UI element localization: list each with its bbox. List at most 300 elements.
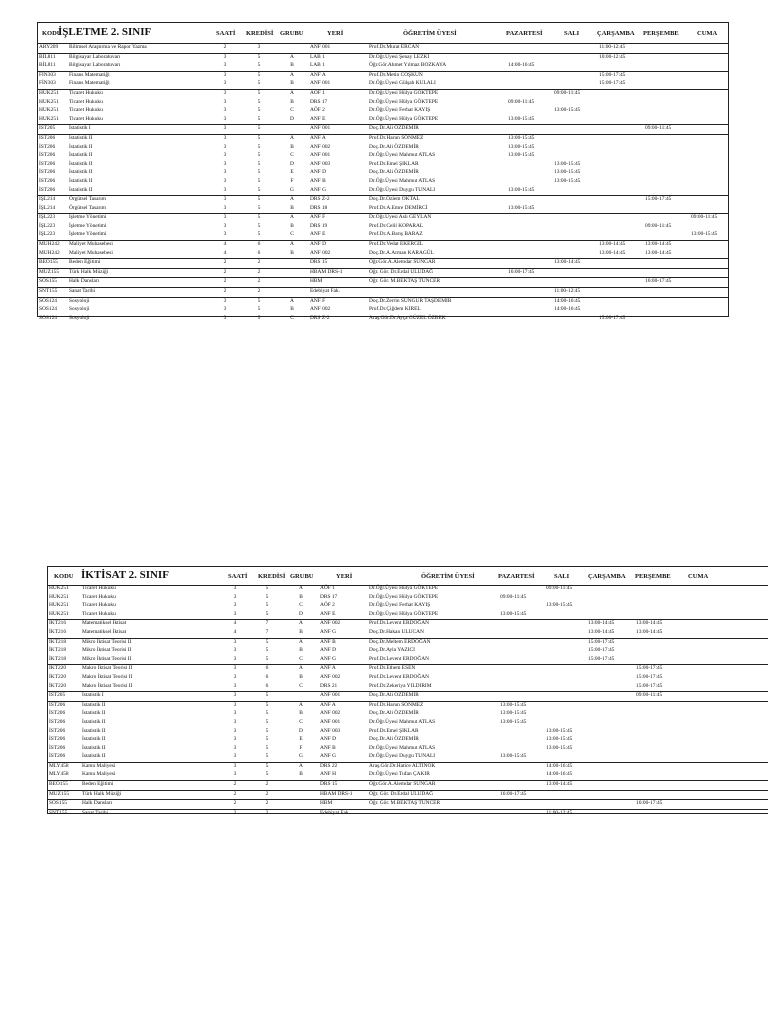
cell-ders: Matematiksel İktisat	[82, 628, 127, 635]
cell-ogretim: Dr.Öğr.Üyesi Aslı GEYLAN	[369, 214, 432, 221]
cell-yeri: HBAM DRS-1	[320, 790, 353, 797]
cell-saati: 3	[233, 701, 237, 708]
cell-ogretim: Dr.Öğr.Üyesi Hülya GÖKTEPE	[369, 610, 439, 617]
cell-kredi: 2	[265, 790, 269, 797]
cell-grup: A	[299, 585, 303, 591]
cell-kredi: 5	[257, 169, 261, 176]
cell-kredi: 5	[257, 177, 261, 184]
cell-ogretim: Öğr. Gör. Dr.Erdal ULUDAĞ	[369, 268, 434, 275]
cell-car: 13:00-14:45	[599, 241, 626, 248]
cell-kredi: 5	[257, 306, 261, 313]
cell-ders: Sanat Tarihi	[69, 288, 96, 295]
cell-kredi: 2	[265, 809, 269, 816]
cell-cum: 13:00-15:45	[691, 231, 718, 238]
cell-ders: Türk Halk Müziği	[82, 790, 122, 797]
cell-ogretim: Prof.Dr.Levent ERDOĞAN	[369, 655, 430, 662]
cell-saati: 3	[233, 585, 237, 591]
cell-kredi: 5	[265, 647, 269, 654]
cell-yeri: DRS Z-2	[310, 196, 330, 203]
cell-grup: B	[299, 710, 303, 717]
header-sali: SALI	[564, 30, 580, 37]
cell-ders: İstatistik II	[69, 177, 93, 184]
cell-ogretim: Doç.Dr.Ayla YAZICI	[369, 647, 415, 654]
table-row	[38, 187, 728, 196]
cell-grup: D	[299, 610, 303, 617]
cell-ders: İstatistik I	[69, 125, 91, 132]
cell-ders: Örgütsel Tasarım	[69, 204, 107, 211]
cell-yeri: ANF B	[320, 638, 336, 645]
table-row	[38, 62, 728, 71]
cell-ders: Kamu Maliyesi	[82, 771, 116, 778]
table-row	[38, 306, 728, 315]
table-row	[48, 710, 768, 719]
cell-ogretim: Doç.Dr.Ali ÖZDEMİR	[369, 692, 419, 699]
cell-ders: Beden Eğitimi	[82, 781, 114, 788]
cell-yeri: DRS 15	[310, 259, 328, 266]
table-row	[38, 99, 728, 108]
cell-cum: 09:00-11:45	[691, 214, 718, 221]
cell-pzt: 16:00-17:45	[500, 790, 527, 797]
cell-sal: 13:00-15:45	[546, 602, 573, 609]
cell-kodu: SOS124	[39, 314, 57, 321]
cell-sal: 13:00-15:45	[554, 107, 581, 114]
cell-yeri: ANF 002	[320, 710, 341, 717]
table-row	[48, 691, 768, 701]
cell-saati: 4	[223, 249, 227, 256]
cell-kodu: SOS124	[39, 306, 57, 313]
cell-sal: 13:00-15:45	[554, 177, 581, 184]
cell-yeri: ANF 002	[310, 249, 331, 256]
cell-ogretim: Doç.Dr.A.Arman KARAGÜL	[369, 249, 434, 256]
table-row	[38, 152, 728, 161]
table-row	[48, 594, 768, 603]
table-row	[48, 701, 768, 711]
header-sali: SALI	[554, 573, 570, 580]
cell-saati: 3	[233, 647, 237, 654]
cell-saati: 3	[233, 753, 237, 760]
table-row	[38, 231, 728, 240]
cell-pzt: 13:00-15:45	[508, 204, 535, 211]
cell-ogretim: Dr.Öğr.Üyesi Duygu TUNALI	[369, 186, 436, 193]
cell-ogretim: Prof.Dr.A.Emre DEMİRCİ	[369, 204, 428, 211]
cell-grup: D	[290, 160, 294, 167]
cell-kredi: 5	[265, 727, 269, 734]
cell-yeri: AÖF 1	[310, 89, 325, 96]
cell-ders: İşletme Yönetimi	[69, 222, 107, 229]
cell-saati: 4	[233, 628, 237, 635]
cell-saati: 3	[233, 762, 237, 769]
cell-ders: İşletme Yönetimi	[69, 214, 107, 221]
cell-ders: Halk Dansları	[82, 800, 113, 807]
cell-kodu: İST205	[39, 125, 56, 132]
cell-pzt: 13:00-15:45	[500, 710, 527, 717]
cell-grup: G	[290, 186, 294, 193]
cell-pzt: 13:00-15:45	[500, 701, 527, 708]
cell-sal: 13:00-15:45	[546, 736, 573, 743]
cell-grup: C	[290, 231, 294, 238]
cell-grup: F	[290, 177, 294, 184]
cell-ogretim: Prof.Dr.Celil KOPARAL	[369, 222, 424, 229]
cell-kodu: SOS155	[49, 800, 67, 807]
table-row	[38, 268, 728, 278]
cell-ders: Türk Halk Müziği	[69, 268, 109, 275]
cell-kodu: İŞL223	[39, 222, 56, 229]
cell-ogretim: Doç.Dr.Ali ÖZDEMİR	[369, 125, 419, 132]
cell-saati: 3	[233, 593, 237, 600]
cell-kredi: 5	[265, 610, 269, 617]
cell-sal: 13:00-15:45	[546, 744, 573, 751]
cell-kodu: İKT220	[49, 665, 67, 672]
table-row	[38, 53, 728, 63]
cell-saati: 3	[223, 89, 227, 96]
table-row	[38, 195, 728, 205]
cell-saati: 3	[233, 692, 237, 699]
cell-sal: 13:00-15:45	[554, 169, 581, 176]
cell-saati: 2	[233, 800, 237, 807]
cell-kodu: İST205	[49, 692, 66, 699]
cell-ders: İstatistik II	[69, 186, 93, 193]
cell-grup: C	[299, 602, 303, 609]
cell-yeri: AÖF 2	[310, 107, 325, 114]
table-row	[48, 629, 768, 638]
cell-saati: 2	[223, 268, 227, 275]
cell-car: 15:00-17:45	[588, 638, 615, 645]
cell-pzt: 13:00-15:45	[508, 186, 535, 193]
cell-grup: A	[299, 638, 303, 645]
cell-yeri: LAB 1	[310, 53, 325, 60]
table-row	[48, 611, 768, 620]
cell-ogretim: Prof.Dr.Ethem ESEN	[369, 665, 416, 672]
cell-saati: 3	[223, 177, 227, 184]
table-header	[38, 23, 728, 44]
cell-saati: 3	[233, 727, 237, 734]
cell-kodu: İST206	[49, 701, 66, 708]
cell-kodu: İŞL223	[39, 214, 56, 221]
cell-grup: A	[299, 701, 303, 708]
cell-saati: 2	[223, 44, 227, 50]
cell-per: 13:00-14:45	[645, 249, 672, 256]
cell-yeri: ANF 001	[310, 80, 331, 87]
cell-per: 09:00-11:45	[645, 125, 672, 132]
cell-car: 13:00-14:45	[588, 628, 615, 635]
cell-ogretim: Prof.Dr.Çiğdem KIREL	[369, 306, 421, 313]
cell-saati: 2	[233, 790, 237, 797]
cell-saati: 3	[233, 610, 237, 617]
cell-saati: 3	[233, 655, 237, 662]
cell-car: 15:00-17:45	[599, 71, 626, 78]
cell-per: 15:00-17:45	[645, 196, 672, 203]
cell-ogretim: Prof.Dr.Metin COŞKUN	[369, 71, 423, 78]
cell-ders: Ticaret Hukuku	[69, 107, 103, 114]
table-row	[38, 71, 728, 81]
cell-saati: 3	[233, 665, 237, 672]
cell-kodu: HUK251	[49, 602, 69, 609]
cell-kredi: 7	[265, 628, 269, 635]
cell-kredi: 5	[265, 701, 269, 708]
header-saati: SAATİ	[228, 573, 248, 580]
cell-yeri: ANF 002	[310, 306, 331, 313]
cell-kredi: 2	[265, 800, 269, 807]
cell-saati: 3	[223, 169, 227, 176]
cell-saati: 3	[223, 62, 227, 69]
cell-kodu: SOS155	[39, 278, 57, 285]
table-row	[48, 745, 768, 754]
cell-yeri: ANF 001	[310, 152, 331, 159]
cell-ogretim: Dr.Öğr.Üyesi Hülya GÖKTEPE	[369, 98, 439, 105]
cell-yeri: ANF 001	[320, 718, 341, 725]
cell-ders: İstatistik II	[82, 710, 106, 717]
schedule-iktisat	[47, 566, 768, 814]
cell-ders: Ticaret Hukuku	[82, 585, 116, 591]
cell-yeri: ANF G	[320, 628, 337, 635]
cell-kodu: İKT218	[49, 647, 67, 654]
cell-saati: 3	[223, 297, 227, 304]
cell-saati: 3	[233, 736, 237, 743]
cell-ders: Ticaret Hukuku	[69, 98, 103, 105]
cell-kredi: 7	[265, 620, 269, 627]
cell-car: 13:00-14:45	[588, 620, 615, 627]
cell-saati: 3	[233, 744, 237, 751]
cell-kredi: 5	[265, 602, 269, 609]
cell-yeri: ANF 002	[320, 673, 341, 680]
cell-ders: Maliyet Muhasebesi	[69, 241, 113, 248]
cell-kredi: 5	[265, 771, 269, 778]
cell-grup: G	[299, 753, 303, 760]
cell-kodu: SOS124	[39, 297, 57, 304]
cell-yeri: ANF D	[310, 169, 327, 176]
cell-kredi: 2	[257, 288, 261, 295]
cell-yeri: AÖF 1	[320, 585, 335, 591]
cell-yeri: ANF B	[310, 177, 326, 184]
cell-ders: Ticaret Hukuku	[82, 602, 116, 609]
cell-sal: 13:00-14:45	[554, 259, 581, 266]
cell-saati: 3	[223, 214, 227, 221]
cell-yeri: HBM	[320, 800, 333, 807]
cell-yeri: ANF E	[320, 610, 336, 617]
cell-grup: C	[290, 152, 294, 159]
cell-yeri: DRS 15	[320, 781, 338, 788]
cell-ders: İstatistik II	[82, 744, 106, 751]
cell-kodu: HUK251	[49, 593, 69, 600]
cell-ogretim: Prof.Dr.A.Barış BARAZ	[369, 231, 423, 238]
cell-grup: B	[290, 249, 294, 256]
cell-grup: E	[299, 736, 303, 743]
cell-kredi: 5	[257, 196, 261, 203]
table-row	[48, 656, 768, 665]
cell-saati: 4	[233, 620, 237, 627]
header-pazartesi: PAZARTESİ	[498, 573, 535, 580]
cell-grup: C	[290, 314, 294, 321]
table-row	[48, 664, 768, 674]
cell-saati: 3	[233, 771, 237, 778]
cell-saati: 3	[233, 602, 237, 609]
cell-kredi: 5	[257, 134, 261, 141]
cell-ogretim: Prof.Dr.Zekeriya YILDIRIM	[369, 682, 432, 689]
cell-kodu: İKT218	[49, 638, 67, 645]
cell-ders: Finans Matematiği	[69, 71, 110, 78]
cell-kredi: 2	[257, 278, 261, 285]
cell-grup: E	[290, 169, 294, 176]
header-grubu: GRUBU	[290, 573, 314, 580]
cell-ders: Mikro İktisat Teorisi II	[82, 655, 132, 662]
cell-saati: 3	[223, 98, 227, 105]
cell-saati: 3	[223, 125, 227, 132]
cell-yeri: ANF 001	[310, 44, 331, 50]
cell-kredi: 5	[257, 115, 261, 122]
header-saati: SAATİ	[216, 30, 236, 37]
cell-ogretim: Prof.Dr.Emel ŞIKLAR	[369, 727, 419, 734]
cell-kredi: 5	[257, 314, 261, 321]
cell-ogretim: Doç.Dr.Ali ÖZDEMİR	[369, 736, 419, 743]
table-row	[38, 213, 728, 223]
header-ogretim: ÖĞRETİM ÜYESİ	[421, 573, 475, 580]
cell-ders: Mikro İktisat Teorisi II	[82, 638, 132, 645]
cell-grup: A	[290, 134, 294, 141]
cell-kredi: 5	[265, 710, 269, 717]
cell-ders: Ticaret Hukuku	[82, 593, 116, 600]
cell-saati: 3	[223, 80, 227, 87]
cell-yeri: ANF 001	[320, 692, 341, 699]
table-row	[48, 674, 768, 683]
cell-ders: Beden Eğitimi	[69, 259, 101, 266]
cell-kodu: HUK251	[39, 89, 59, 96]
cell-pzt: 13:00-15:45	[508, 115, 535, 122]
table-row	[38, 107, 728, 116]
cell-grup: A	[299, 762, 303, 769]
cell-ogretim: Öğr.Gör.A.Alemdar SUNGAR	[369, 781, 436, 788]
table-row	[38, 80, 728, 89]
cell-ogretim: Doç.Dr.Ali ÖZDEMİR	[369, 710, 419, 717]
cell-grup: A	[290, 53, 294, 60]
cell-kodu: MÜZ155	[39, 268, 60, 275]
cell-kredi: 5	[265, 638, 269, 645]
cell-car: 13:00-14:45	[599, 249, 626, 256]
table-row	[48, 619, 768, 629]
cell-kredi: 5	[265, 593, 269, 600]
cell-saati: 3	[233, 710, 237, 717]
cell-kodu: İST206	[39, 186, 56, 193]
cell-yeri: DRS 21	[320, 682, 338, 689]
cell-kredi: 5	[257, 80, 261, 87]
cell-kredi: 5	[265, 744, 269, 751]
cell-yeri: ANF A	[320, 701, 336, 708]
table-row	[38, 116, 728, 125]
header-yeri: YERİ	[327, 30, 344, 37]
cell-grup: B	[299, 771, 303, 778]
cell-ogretim: Doç.Dr.Özlem OKTAL	[369, 196, 420, 203]
cell-kredi: 6	[265, 682, 269, 689]
cell-per: 16:00-17:45	[636, 800, 663, 807]
cell-yeri: ANF E	[310, 115, 326, 122]
cell-grup: B	[290, 62, 294, 69]
table-row	[48, 683, 768, 692]
cell-ders: İstatistik II	[82, 701, 106, 708]
cell-ogretim: Dr.Öğr.Üyesi Mahmut ATLAS	[369, 152, 436, 159]
cell-yeri: HBM	[310, 278, 323, 285]
header-grubu: GRUBU	[280, 30, 304, 37]
cell-grup: B	[299, 647, 303, 654]
cell-yeri: ANF H	[320, 771, 337, 778]
cell-kredi: 5	[257, 143, 261, 150]
cell-kredi: 5	[257, 98, 261, 105]
cell-yeri: ANF G	[320, 753, 337, 760]
cell-kredi: 6	[265, 665, 269, 672]
cell-ders: Bilgisayar Laboratuvarı	[69, 53, 121, 60]
cell-kodu: HUK251	[39, 98, 59, 105]
cell-ogretim: Dr.Öğr.Üyesi Mahmut ATLAS	[369, 177, 436, 184]
cell-kredi: 5	[257, 160, 261, 167]
table-row	[48, 719, 768, 728]
cell-ders: Sosyoloji	[69, 297, 90, 304]
table-row	[38, 315, 728, 324]
table-row	[38, 240, 728, 250]
table-row	[38, 89, 728, 99]
cell-saati: 3	[223, 134, 227, 141]
cell-saati: 3	[233, 718, 237, 725]
cell-grup: A	[299, 665, 303, 672]
header-kodu: KODU	[54, 573, 74, 580]
cell-yeri: LAB 1	[310, 62, 325, 69]
cell-grup: A	[290, 89, 294, 96]
cell-grup: A	[290, 214, 294, 221]
cell-yeri: DRS 17	[320, 593, 338, 600]
cell-kredi: 5	[265, 736, 269, 743]
cell-yeri: Edebiyat Fak.	[310, 288, 340, 295]
cell-grup: C	[299, 682, 303, 689]
cell-saati: 3	[223, 152, 227, 159]
cell-grup: C	[299, 718, 303, 725]
cell-yeri: ANF A	[320, 665, 336, 672]
cell-pzt: 13:00-15:45	[500, 718, 527, 725]
cell-kodu: HUK251	[49, 610, 69, 617]
cell-kodu: İST206	[39, 134, 56, 141]
schedule-rows	[38, 44, 728, 323]
cell-ogretim: Prof.Dr.Levent ERDOĞAN	[369, 620, 430, 627]
cell-ders: Makro İktisat Teorisi II	[82, 665, 133, 672]
cell-kredi: 5	[265, 762, 269, 769]
cell-ogretim: Doç.Dr.Ali ÖZDEMİR	[369, 143, 419, 150]
table-row	[48, 585, 768, 594]
cell-yeri: ANF F	[310, 297, 326, 304]
cell-kredi: 5	[257, 186, 261, 193]
cell-kodu: İST206	[39, 160, 56, 167]
cell-car: 15:00-17:45	[599, 314, 626, 321]
cell-kodu: İST206	[39, 152, 56, 159]
cell-yeri: ANF 002	[320, 620, 341, 627]
cell-sal: 14:00-16:45	[546, 771, 573, 778]
cell-ogretim: Araş.Gör.Dr.Hatice ALTINOK	[369, 762, 436, 769]
cell-kredi: 5	[265, 692, 269, 699]
cell-grup: C	[290, 107, 294, 114]
cell-ogretim: Dr.Öğr.Üyesi Hülya GÖKTEPE	[369, 89, 439, 96]
cell-kodu: İKT216	[49, 620, 67, 627]
cell-yeri: ANF 003	[310, 160, 331, 167]
cell-kredi: 5	[257, 125, 261, 132]
cell-car: 11:00-12:45	[599, 44, 626, 50]
cell-pzt: 13:00-15:45	[508, 152, 535, 159]
cell-ogretim: Doç.Dr.Hakan ULUCAN	[369, 628, 424, 635]
cell-kredi: 5	[257, 62, 261, 69]
cell-grup: B	[290, 306, 294, 313]
header-kredisi: KREDİSİ	[258, 573, 286, 580]
cell-grup: B	[299, 673, 303, 680]
cell-ders: İstatistik II	[82, 718, 106, 725]
cell-ogretim: Dr.Öğr.Üyesi Tufan ÇAKIR	[369, 771, 430, 778]
schedule-rows	[48, 585, 768, 818]
cell-kredi: 2	[257, 268, 261, 275]
cell-kredi: 2	[257, 259, 261, 266]
cell-yeri: DRS 19	[310, 222, 328, 229]
